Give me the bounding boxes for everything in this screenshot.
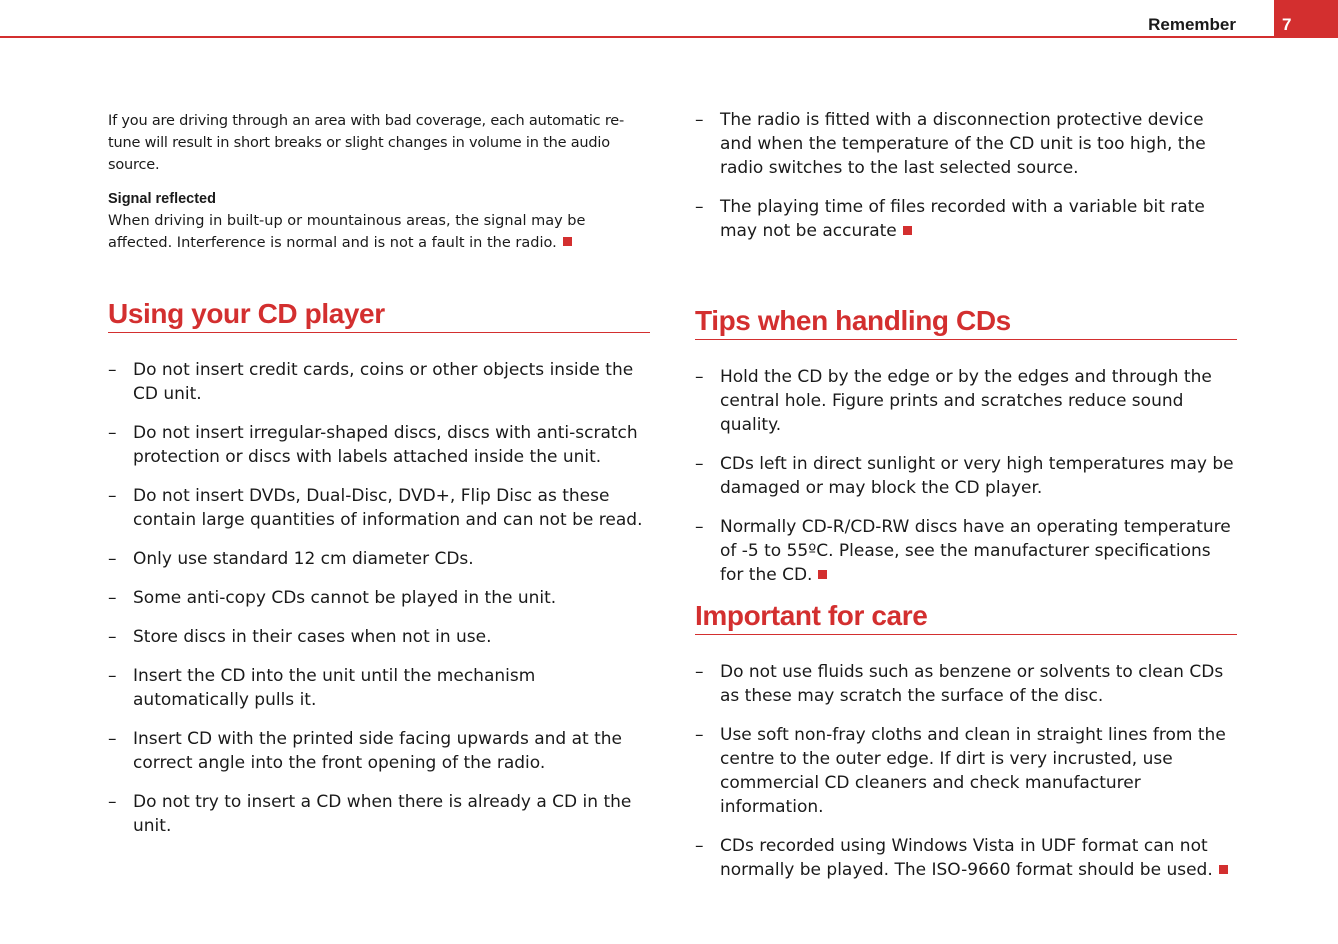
- list-item-text: Hold the CD by the edge or by the edges and through the central hole. Figure prints and scratches reduce sound quality.: [720, 367, 1212, 435]
- left-intro: [108, 110, 650, 254]
- end-of-section-marker: [563, 237, 572, 246]
- list-item: [108, 586, 650, 610]
- dash-bullet: –: [695, 197, 704, 217]
- list-item-text: Some anti-copy CDs cannot be played in the unit.: [133, 588, 557, 608]
- important-for-care-heading: Important for care: [695, 600, 1237, 635]
- dash-bullet: –: [108, 666, 117, 686]
- list-item-text: Use soft non-fray cloths and clean in straight lines from the centre to the outer edge. If dirt is very incrusted, use commercial CD cleaners and check manufacturer information.: [720, 725, 1226, 817]
- dash-bullet: –: [695, 517, 704, 537]
- dash-bullet: –: [108, 486, 117, 506]
- list-item-text: The playing time of files recorded with a variable bit rate may not be accurate: [720, 197, 1205, 241]
- list-item: [695, 195, 1237, 243]
- dash-bullet: –: [108, 549, 117, 569]
- list-item: [108, 547, 650, 571]
- dash-bullet: –: [695, 454, 704, 474]
- list-item: [108, 625, 650, 649]
- list-item: [108, 421, 650, 469]
- dash-bullet: –: [108, 360, 117, 380]
- list-item: [695, 452, 1237, 500]
- tips-list: [695, 365, 1237, 587]
- cd-player-list: [108, 358, 650, 838]
- dash-bullet: –: [695, 662, 704, 682]
- signal-reflected-text: When driving in built-up or mountainous areas, the signal may be affected. Interference is normal and is not a fault in the radio.: [108, 213, 586, 251]
- tips-handling-cds-heading: Tips when handling CDs: [695, 305, 1237, 340]
- dash-bullet: –: [108, 627, 117, 647]
- list-item-text: Normally CD-R/CD-RW discs have an operating temperature of -5 to 55ºC. Please, see the manufacturer specifications for the CD.: [720, 517, 1231, 585]
- list-item: [108, 484, 650, 532]
- list-item-text: Insert the CD into the unit until the mechanism automatically pulls it.: [133, 666, 536, 710]
- list-item: [695, 365, 1237, 437]
- end-of-section-marker: [1219, 865, 1228, 874]
- list-item-text: Store discs in their cases when not in use.: [133, 627, 492, 647]
- list-item-text: Insert CD with the printed side facing upwards and at the correct angle into the front opening of the radio.: [133, 729, 622, 773]
- signal-reflected-heading: Signal reflected: [108, 191, 216, 207]
- dash-bullet: –: [108, 588, 117, 608]
- using-cd-player-heading: Using your CD player: [108, 298, 650, 333]
- page-number-tab: [1274, 0, 1338, 38]
- header-rule: [0, 36, 1338, 38]
- list-item: [108, 727, 650, 775]
- list-item: [108, 790, 650, 838]
- end-of-section-marker: [818, 570, 827, 579]
- list-item: [695, 834, 1237, 882]
- list-item: [695, 660, 1237, 708]
- dash-bullet: –: [108, 729, 117, 749]
- list-item-text: Do not use fluids such as benzene or solvents to clean CDs as these may scratch the surface of the disc.: [720, 662, 1224, 706]
- dash-bullet: –: [695, 110, 704, 130]
- list-item-text: Do not insert DVDs, Dual-Disc, DVD+, Flip Disc as these contain large quantities of information and can not be read.: [133, 486, 643, 530]
- list-item: [108, 664, 650, 712]
- list-item: [108, 358, 650, 406]
- dash-bullet: –: [695, 725, 704, 745]
- list-item-text: Do not insert credit cards, coins or other objects inside the CD unit.: [133, 360, 634, 404]
- dash-bullet: –: [108, 792, 117, 812]
- signal-reflected-paragraph: [108, 210, 650, 254]
- care-list: [695, 660, 1237, 882]
- list-item-text: CDs recorded using Windows Vista in UDF format can not normally be played. The ISO-9660 format should be used.: [720, 836, 1213, 880]
- radio-notes-list: [695, 108, 1237, 243]
- dash-bullet: –: [108, 423, 117, 443]
- list-item: [695, 515, 1237, 587]
- list-item: [695, 108, 1237, 180]
- list-item-text: CDs left in direct sunlight or very high temperatures may be damaged or may block the CD player.: [720, 454, 1234, 498]
- list-item-text: Only use standard 12 cm diameter CDs.: [133, 549, 474, 569]
- page-number: 7: [1282, 15, 1292, 34]
- list-item: [695, 723, 1237, 819]
- list-item-text: Do not try to insert a CD when there is already a CD in the unit.: [133, 792, 632, 836]
- list-item-text: The radio is fitted with a disconnection protective device and when the temperature of the CD unit is too high, the radio switches to the last selected source.: [720, 110, 1206, 178]
- running-header-title: Remember: [1148, 15, 1236, 34]
- list-item-text: Do not insert irregular-shaped discs, discs with anti-scratch protection or discs with labels attached inside the unit.: [133, 423, 638, 467]
- dash-bullet: –: [695, 367, 704, 387]
- end-of-section-marker: [903, 226, 912, 235]
- coverage-paragraph: If you are driving through an area with bad coverage, each automatic re-tune will result in short breaks or slight changes in volume in the audio source.: [108, 113, 625, 173]
- dash-bullet: –: [695, 836, 704, 856]
